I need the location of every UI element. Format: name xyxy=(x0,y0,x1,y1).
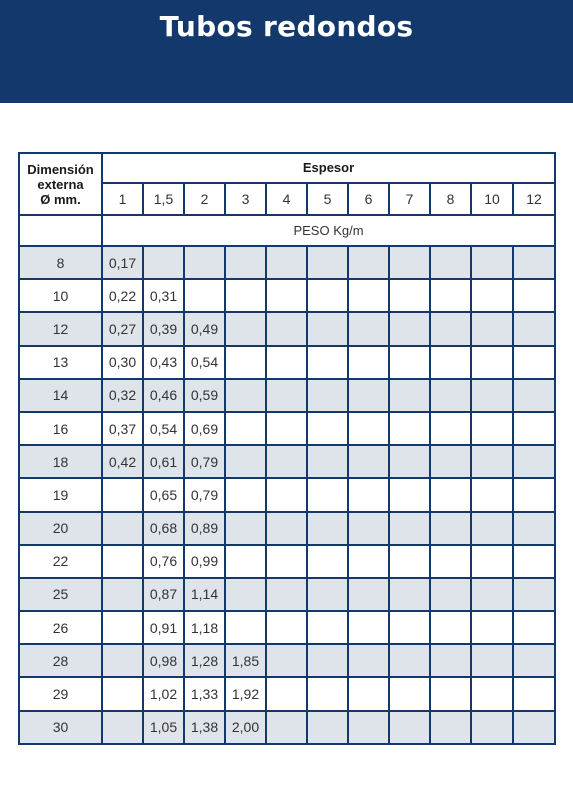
weight-cell xyxy=(430,512,471,545)
weight-cell: 1,33 xyxy=(184,677,225,710)
weight-cell xyxy=(471,279,513,312)
weight-cell xyxy=(430,578,471,611)
weight-cell xyxy=(102,478,143,511)
dimension-cell: 29 xyxy=(19,677,102,710)
weight-cell: 0,68 xyxy=(143,512,184,545)
weight-cell xyxy=(225,279,266,312)
thickness-cell: 1,5 xyxy=(143,183,184,215)
weight-cell xyxy=(471,545,513,578)
weight-cell: 0,98 xyxy=(143,644,184,677)
weight-cell: 0,76 xyxy=(143,545,184,578)
weight-cell xyxy=(225,512,266,545)
weight-cell xyxy=(348,346,389,379)
weight-cell xyxy=(348,512,389,545)
weight-cell xyxy=(471,312,513,345)
weight-cell: 0,59 xyxy=(184,379,225,412)
weight-cell xyxy=(471,246,513,279)
weight-cell: 1,28 xyxy=(184,644,225,677)
dimension-cell: 19 xyxy=(19,478,102,511)
weight-cell xyxy=(102,611,143,644)
weight-cell xyxy=(102,677,143,710)
weight-cell: 1,85 xyxy=(225,644,266,677)
weight-cell xyxy=(348,478,389,511)
weight-cell xyxy=(266,677,307,710)
weight-cell xyxy=(389,412,430,445)
weight-cell xyxy=(513,412,555,445)
weight-cell xyxy=(266,412,307,445)
weight-cell xyxy=(102,578,143,611)
weight-cell xyxy=(102,644,143,677)
weight-cell: 1,05 xyxy=(143,711,184,744)
weight-cell xyxy=(266,246,307,279)
weight-cell: 0,91 xyxy=(143,611,184,644)
weight-cell xyxy=(348,445,389,478)
thickness-cell: 1 xyxy=(102,183,143,215)
table-row xyxy=(19,445,555,478)
weight-cell: 0,42 xyxy=(102,445,143,478)
weight-cell: 0,39 xyxy=(143,312,184,345)
weight-cell xyxy=(430,379,471,412)
weight-cell xyxy=(389,312,430,345)
table-body xyxy=(19,246,555,744)
weight-cell xyxy=(430,545,471,578)
table-row xyxy=(19,346,555,379)
weight-cell xyxy=(266,279,307,312)
dimension-header xyxy=(19,153,102,215)
page-title: Tubos redondos xyxy=(159,10,414,43)
weight-cell: 0,17 xyxy=(102,246,143,279)
dimension-cell: 8 xyxy=(19,246,102,279)
weight-cell: 1,02 xyxy=(143,677,184,710)
thickness-cell: 2 xyxy=(184,183,225,215)
table-row xyxy=(19,677,555,710)
weight-cell: 0,69 xyxy=(184,412,225,445)
weight-cell: 0,61 xyxy=(143,445,184,478)
table-row xyxy=(19,711,555,744)
weight-cell xyxy=(102,545,143,578)
weight-cell xyxy=(307,346,348,379)
weight-cell xyxy=(389,611,430,644)
weight-cell xyxy=(225,445,266,478)
weight-cell xyxy=(471,346,513,379)
weight-cell xyxy=(266,346,307,379)
table-row xyxy=(19,379,555,412)
dimension-cell: 30 xyxy=(19,711,102,744)
weight-cell xyxy=(307,677,348,710)
thickness-header: Espesor xyxy=(102,153,555,183)
thickness-cell: 3 xyxy=(225,183,266,215)
weight-cell xyxy=(471,379,513,412)
weight-cell xyxy=(430,246,471,279)
weight-cell xyxy=(307,445,348,478)
weight-cell: 0,89 xyxy=(184,512,225,545)
weight-cell xyxy=(513,279,555,312)
weight-cell xyxy=(348,379,389,412)
weight-cell: 0,87 xyxy=(143,578,184,611)
weight-cell xyxy=(471,512,513,545)
weight-cell xyxy=(307,379,348,412)
weight-cell xyxy=(266,711,307,744)
weight-cell xyxy=(513,644,555,677)
weight-cell xyxy=(430,711,471,744)
weight-cell xyxy=(471,644,513,677)
thickness-cell: 5 xyxy=(307,183,348,215)
weight-cell xyxy=(513,711,555,744)
weight-cell xyxy=(389,545,430,578)
thickness-cell: 6 xyxy=(348,183,389,215)
weight-cell xyxy=(307,279,348,312)
dimension-cell: 12 xyxy=(19,312,102,345)
table-row xyxy=(19,512,555,545)
weight-cell xyxy=(348,246,389,279)
weight-cell xyxy=(389,512,430,545)
weight-cell xyxy=(266,611,307,644)
weight-cell xyxy=(513,611,555,644)
weight-cell xyxy=(307,412,348,445)
dimension-cell: 26 xyxy=(19,611,102,644)
weight-cell xyxy=(225,346,266,379)
weight-cell xyxy=(266,312,307,345)
weight-cell: 0,65 xyxy=(143,478,184,511)
weight-cell xyxy=(513,545,555,578)
weight-cell: 0,99 xyxy=(184,545,225,578)
table-row xyxy=(19,478,555,511)
weight-cell xyxy=(266,578,307,611)
weight-unit-row xyxy=(19,215,555,246)
dimension-cell: 25 xyxy=(19,578,102,611)
title-banner xyxy=(0,0,573,103)
empty-cell xyxy=(19,215,102,246)
dimension-cell: 10 xyxy=(19,279,102,312)
weight-cell xyxy=(430,677,471,710)
thickness-cell: 8 xyxy=(430,183,471,215)
weight-cell xyxy=(389,578,430,611)
weight-cell xyxy=(225,246,266,279)
weight-cell xyxy=(389,478,430,511)
weight-table xyxy=(18,152,556,745)
weight-cell xyxy=(225,412,266,445)
weight-cell xyxy=(266,379,307,412)
weight-cell xyxy=(348,578,389,611)
weight-cell: 0,54 xyxy=(143,412,184,445)
weight-cell: 0,30 xyxy=(102,346,143,379)
thickness-cell: 7 xyxy=(389,183,430,215)
table-row xyxy=(19,279,555,312)
weight-cell xyxy=(307,711,348,744)
table-row xyxy=(19,412,555,445)
dimension-cell: 22 xyxy=(19,545,102,578)
thickness-cell: 12 xyxy=(513,183,555,215)
dimension-cell: 28 xyxy=(19,644,102,677)
weight-cell xyxy=(471,677,513,710)
weight-cell xyxy=(430,412,471,445)
weight-cell xyxy=(389,644,430,677)
table-row xyxy=(19,578,555,611)
table-row xyxy=(19,644,555,677)
weight-cell xyxy=(430,312,471,345)
weight-cell: 0,54 xyxy=(184,346,225,379)
weight-cell: 1,92 xyxy=(225,677,266,710)
weight-cell xyxy=(513,677,555,710)
weight-cell xyxy=(389,246,430,279)
table-row xyxy=(19,545,555,578)
dimension-cell: 13 xyxy=(19,346,102,379)
dimension-cell: 14 xyxy=(19,379,102,412)
weight-cell xyxy=(307,246,348,279)
thickness-cell: 10 xyxy=(471,183,513,215)
weight-cell xyxy=(430,611,471,644)
weight-cell: 0,46 xyxy=(143,379,184,412)
weight-cell xyxy=(225,611,266,644)
weight-cell: 0,32 xyxy=(102,379,143,412)
weight-cell xyxy=(266,644,307,677)
dimension-header-line: Ø mm. xyxy=(40,191,81,207)
weight-cell xyxy=(430,279,471,312)
dimension-header-line: externa xyxy=(37,176,84,192)
weight-cell xyxy=(266,545,307,578)
weight-cell xyxy=(389,711,430,744)
weight-cell xyxy=(430,445,471,478)
dimension-cell: 16 xyxy=(19,412,102,445)
weight-unit-label: PESO Kg/m xyxy=(102,215,555,246)
weight-cell xyxy=(513,346,555,379)
weight-cell xyxy=(102,512,143,545)
weight-cell xyxy=(389,279,430,312)
weight-cell xyxy=(471,711,513,744)
table-row xyxy=(19,611,555,644)
weight-cell xyxy=(225,312,266,345)
weight-cell xyxy=(513,445,555,478)
weight-cell xyxy=(471,445,513,478)
table-row xyxy=(19,246,555,279)
weight-cell xyxy=(307,312,348,345)
weight-cell: 1,38 xyxy=(184,711,225,744)
weight-cell xyxy=(184,279,225,312)
weight-cell xyxy=(389,379,430,412)
weight-cell xyxy=(389,346,430,379)
weight-cell xyxy=(225,379,266,412)
weight-cell xyxy=(471,578,513,611)
weight-cell xyxy=(430,478,471,511)
weight-cell xyxy=(184,246,225,279)
weight-cell: 0,37 xyxy=(102,412,143,445)
weight-cell xyxy=(348,312,389,345)
weight-cell xyxy=(307,478,348,511)
weight-cell xyxy=(348,545,389,578)
weight-cell xyxy=(348,677,389,710)
weight-cell xyxy=(471,412,513,445)
weight-cell xyxy=(307,578,348,611)
weight-cell xyxy=(348,611,389,644)
weight-cell: 1,18 xyxy=(184,611,225,644)
weight-cell xyxy=(471,478,513,511)
weight-cell xyxy=(513,512,555,545)
dimension-header-line: Dimensión xyxy=(27,161,94,177)
weight-cell xyxy=(225,578,266,611)
weight-cell xyxy=(430,346,471,379)
weight-cell xyxy=(430,644,471,677)
weight-cell: 2,00 xyxy=(225,711,266,744)
weight-cell xyxy=(389,677,430,710)
weight-cell xyxy=(307,611,348,644)
weight-cell: 1,14 xyxy=(184,578,225,611)
weight-cell: 0,27 xyxy=(102,312,143,345)
weight-cell xyxy=(266,445,307,478)
weight-cell xyxy=(307,545,348,578)
thickness-cell: 4 xyxy=(266,183,307,215)
dimension-cell: 20 xyxy=(19,512,102,545)
weight-cell xyxy=(513,312,555,345)
weight-cell xyxy=(513,578,555,611)
weight-cell xyxy=(513,246,555,279)
dimension-cell: 18 xyxy=(19,445,102,478)
weight-cell xyxy=(102,711,143,744)
weight-cell: 0,43 xyxy=(143,346,184,379)
weight-cell xyxy=(225,545,266,578)
weight-cell: 0,22 xyxy=(102,279,143,312)
weight-cell xyxy=(307,644,348,677)
weight-cell xyxy=(348,644,389,677)
weight-cell xyxy=(389,445,430,478)
weight-cell: 0,79 xyxy=(184,478,225,511)
weight-cell: 0,49 xyxy=(184,312,225,345)
weight-cell xyxy=(513,379,555,412)
weight-cell: 0,79 xyxy=(184,445,225,478)
weight-cell xyxy=(266,512,307,545)
weight-cell xyxy=(348,412,389,445)
weight-cell xyxy=(143,246,184,279)
weight-cell xyxy=(348,711,389,744)
table-row xyxy=(19,312,555,345)
weight-cell xyxy=(307,512,348,545)
weight-cell: 0,31 xyxy=(143,279,184,312)
weight-cell xyxy=(348,279,389,312)
weight-cell xyxy=(513,478,555,511)
weight-cell xyxy=(225,478,266,511)
weight-cell xyxy=(471,611,513,644)
weight-cell xyxy=(266,478,307,511)
